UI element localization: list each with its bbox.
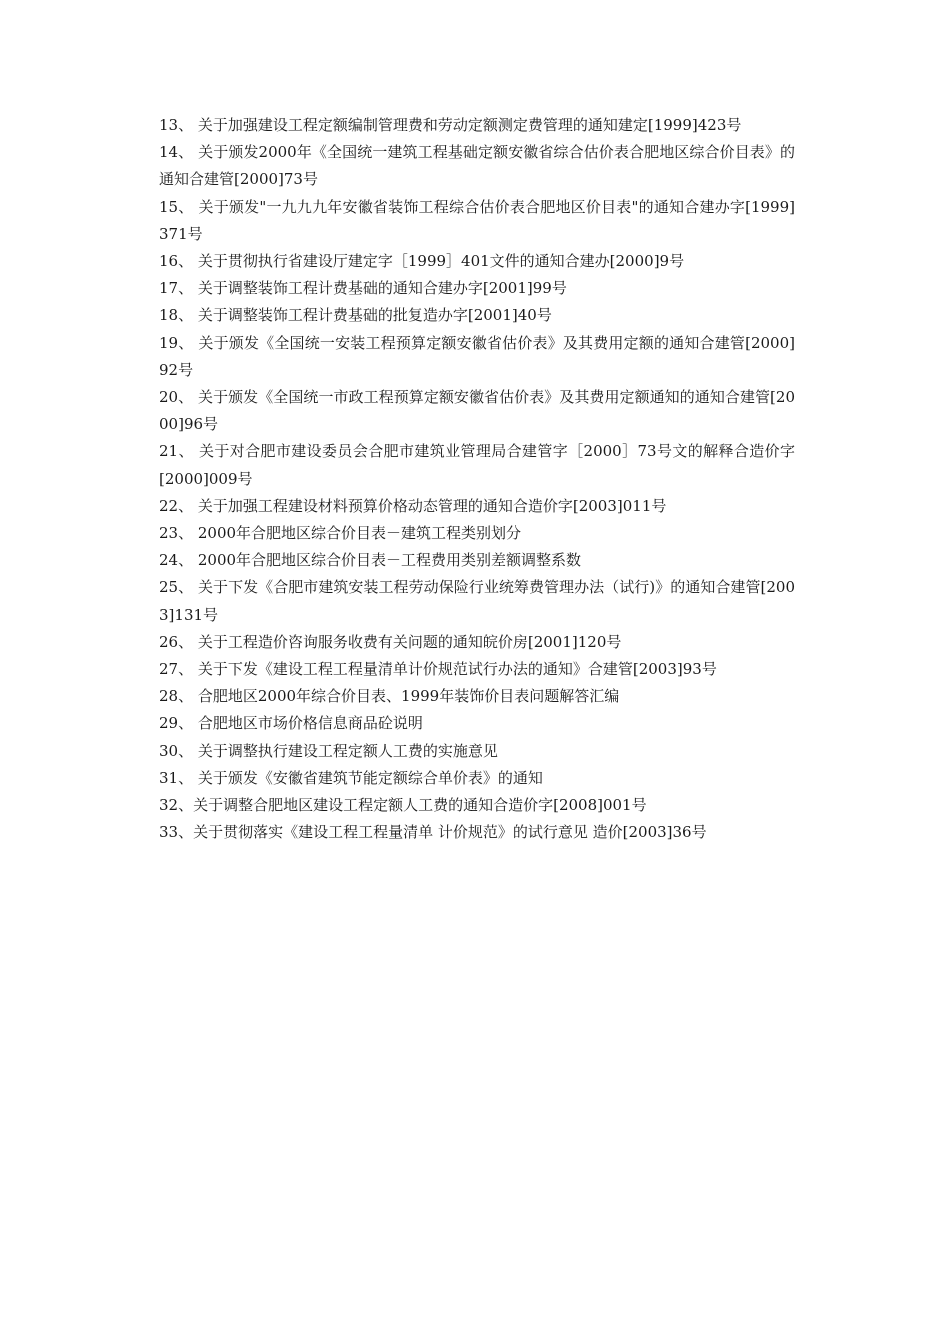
list-item: 14、 关于颁发2000年《全国统一建筑工程基础定额安徽省综合估价表合肥地区综合价目表》的通知合建管[2000]73号 — [159, 143, 795, 189]
list-item: 18、 关于调整装饰工程计费基础的批复造办字[2001]40号 — [159, 306, 552, 325]
list-item: 15、 关于颁发"一九九九年安徽省装饰工程综合估价表合肥地区价目表"的通知合建办字[1999]371号 — [159, 197, 795, 243]
list-item: 33、关于贯彻落实《建设工程工程量清单 计价规范》的试行意见 造价[2003]36号 — [159, 823, 707, 842]
list-item: 20、 关于颁发《全国统一市政工程预算定额安徽省估价表》及其费用定额通知的通知合建管[2000]96号 — [159, 388, 795, 434]
list-item: 17、 关于调整装饰工程计费基础的通知合建办字[2001]99号 — [159, 279, 567, 298]
list-item: 13、 关于加强建设工程定额编制管理费和劳动定额测定费管理的通知建定[1999]423号 — [159, 116, 742, 134]
list-item: 24、 2000年合肥地区综合价目表－工程费用类别差额调整系数 — [159, 551, 582, 570]
list-item: 30、 关于调整执行建设工程定额人工费的实施意见 — [159, 741, 498, 760]
list-item: 26、 关于工程造价咨询服务收费有关问题的通知皖价房[2001]120号 — [159, 632, 622, 651]
list-item: 29、 合肥地区市场价格信息商品砼说明 — [159, 714, 423, 733]
list-item: 25、 关于下发《合肥市建筑安装工程劳动保险行业统筹费管理办法（试行)》的通知合建管[2003]131号 — [159, 578, 795, 624]
list-item: 19、 关于颁发《全国统一安装工程预算定额安徽省估价表》及其费用定额的通知合建管[2000]92号 — [159, 333, 795, 379]
list-item: 28、 合肥地区2000年综合价目表、1999年装饰价目表问题解答汇编 — [159, 687, 620, 706]
list-item: 21、 关于对合肥市建设委员会合肥市建筑业管理局合建管字［2000］73号文的解释合造价字[2000]009号 — [159, 442, 795, 488]
list-item: 23、 2000年合肥地区综合价目表－建筑工程类别划分 — [159, 524, 522, 543]
list-item: 31、 关于颁发《安徽省建筑节能定额综合单价表》的通知 — [159, 768, 543, 787]
list-item: 16、 关于贯彻执行省建设厅建定字［1999］401文件的通知合建办[2000]9号 — [159, 252, 685, 271]
list-item: 27、 关于下发《建设工程工程量清单计价规范试行办法的通知》合建管[2003]93号 — [159, 660, 717, 679]
list-item: 22、 关于加强工程建设材料预算价格动态管理的通知合造价字[2003]011号 — [159, 496, 667, 515]
list-item: 32、关于调整合肥地区建设工程定额人工费的通知合造价字[2008]001号 — [159, 796, 647, 815]
document-list — [159, 112, 795, 846]
